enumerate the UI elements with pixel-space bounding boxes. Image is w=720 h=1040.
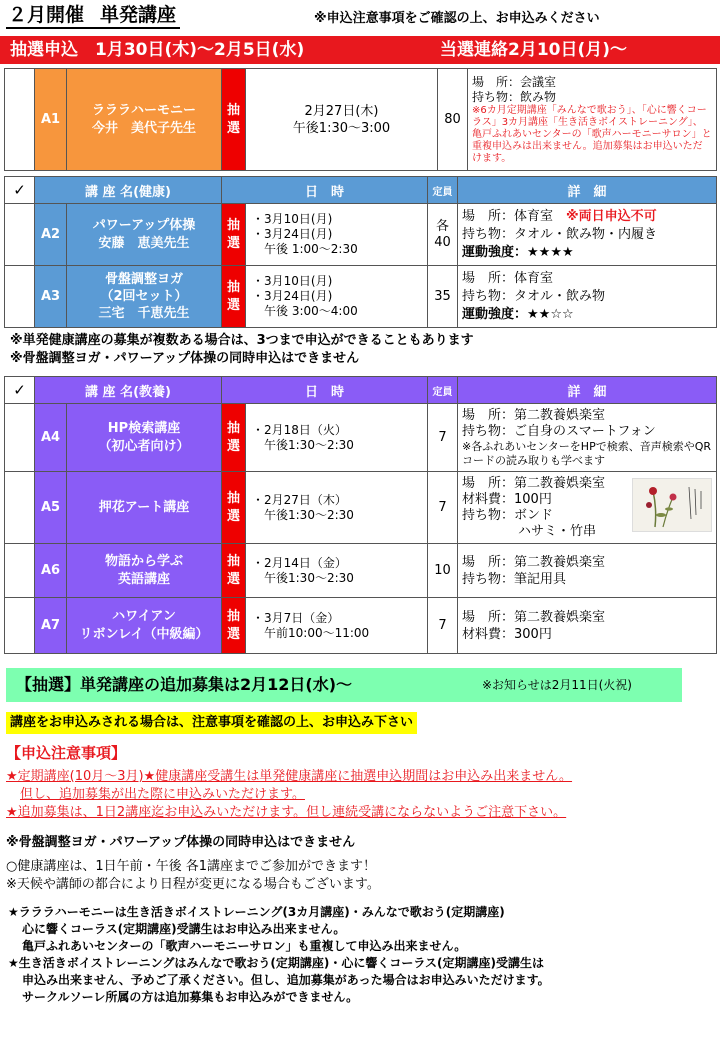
checkbox-a5[interactable] [5, 472, 35, 544]
course-datetime: ・3月7日（金） 午前10:00～11:00 [246, 598, 428, 654]
course-capacity: 7 [428, 472, 458, 544]
course-name: ラララハーモニー 今井 美代子先生 [67, 69, 222, 171]
course-row-a7 [5, 598, 717, 654]
course-name: 押花アート講座 [67, 472, 222, 544]
health-course-table [4, 176, 717, 328]
course-row-a6 [5, 544, 717, 598]
health-notes: ※単発健康講座の募集が複数ある場合は、3つまで申込ができることもあります ※骨盤調整ヨガ・パワーアップ体操の同時申込はできません [10, 333, 474, 366]
course-row-a1 [5, 69, 717, 171]
general-notes: ※骨盤調整ヨガ・パワーアップ体操の同時申込はできません ○健康講座は、1日午前・午後 各1講座までご参加ができます！ ※天候や講師の都合により日程が変更になる場合もございます。 [6, 835, 380, 892]
lottery-label: 抽 選 [222, 544, 246, 598]
lottery-period-bar [0, 36, 720, 64]
course-row-a4 [5, 404, 717, 472]
capacity-header: 定員 [428, 377, 458, 404]
additional-recruitment-banner: 【抽選】単発講座の追加募集は2月12日(水)～ ※お知らせは2月11日(火祝) [6, 668, 682, 702]
course-capacity: 80 [438, 69, 468, 171]
capacity-header: 定員 [428, 177, 458, 204]
attention-title: 【申込注意事項】 [6, 744, 127, 762]
pressed-flower-photo [632, 478, 712, 532]
course-detail: 場 所：会議室 持ち物：飲み物 ※6カ月定期講座「みんなで歌おう」、「心に響くコーラス」3カ月講座「生き活きボイストレーニング」、亀戸ふれあいセンターの「歌声ハーモニーサロン」と重複申込みは出来ません。追加募集はお申込いただけます。 [468, 69, 717, 171]
lottery-label: 抽 選 [222, 598, 246, 654]
course-code: A3 [35, 266, 67, 328]
detail-header: 詳 細 [458, 377, 717, 404]
course-capacity: 35 [428, 266, 458, 328]
application-reminder: 講座をお申込みされる場合は、注意事項を確認の上、お申込み下さい [6, 712, 417, 734]
checkbox-a4[interactable] [5, 404, 35, 472]
course-name: パワーアップ体操 安藤 恵美先生 [67, 204, 222, 266]
page-header [0, 0, 720, 30]
course-row-a2 [5, 204, 717, 266]
lottery-label: 抽 選 [222, 266, 246, 328]
course-detail: 場 所：体育室 持ち物：タオル・飲み物 運動強度：★★☆☆ [458, 266, 717, 328]
course-name: 物語から学ぶ 英語講座 [67, 544, 222, 598]
lottery-label: 抽 選 [222, 404, 246, 472]
name-header: 講 座 名(教養) [35, 377, 222, 404]
checkbox-a6[interactable] [5, 544, 35, 598]
attention-notes: ★定期講座(10月～3月)★健康講座受講生は単発健康講座に抽選申込期間はお申込み出来ません。 但し、追加募集が出た際に申込みいただけます。 ★追加募集は、1日2講座迄お申込みいただけます。但し連続受講にならないようご注意下さい。 [6, 769, 573, 820]
page-title: ２月開催 単発講座 [6, 4, 180, 29]
datetime-header: 日 時 [222, 377, 428, 404]
course-code: A4 [35, 404, 67, 472]
course-capacity: 7 [428, 404, 458, 472]
course-name: ハワイアン リボンレイ（中級編） [67, 598, 222, 654]
course-table-a1 [4, 68, 717, 171]
checkbox-a3[interactable] [5, 266, 35, 328]
course-datetime: 2月27日(木) 午後1:30～3:00 [246, 69, 438, 171]
restriction-notes: ★ラララハーモニーは生き活きボイストレーニング(3カ月講座)・みんなで歌おう(定期講座) 心に響くコーラス(定期講座)受講生はお申込み出来ません。 亀戸ふれあいセンターの「歌声ハーモニーサロン」も重複して申込み出来ません。 ★生き活きボイストレーニングはみんなで歌おう(定期講座)・心に響くコーラス(定期講座)受講生は 申込み出来ません、予めご了承ください。但し、追加募集があった場合はお申込みいただけます。 サークルソーレ所属の方は追加募集もお申込みができません。 [8, 905, 550, 1004]
course-datetime: ・3月10日(月) ・3月24日(月) 午後 3:00～4:00 [246, 266, 428, 328]
lottery-label: 抽 選 [222, 69, 246, 171]
course-datetime: ・3月10日(月) ・3月24日(月) 午後 1:00～2:30 [246, 204, 428, 266]
course-code: A2 [35, 204, 67, 266]
course-datetime: ・2月14日（金） 午後1:30～2:30 [246, 544, 428, 598]
course-datetime: ・2月27日（木） 午後1:30～2:30 [246, 472, 428, 544]
course-code: A1 [35, 69, 67, 171]
course-row-a5 [5, 472, 717, 544]
checkbox-a2[interactable] [5, 204, 35, 266]
name-header: 講 座 名(健康) [35, 177, 222, 204]
top-notice: ※申込注意事項をご確認の上、お申込みください [314, 11, 600, 26]
table-header [5, 377, 717, 404]
course-row-a3 [5, 266, 717, 328]
table-header [5, 177, 717, 204]
course-capacity: 10 [428, 544, 458, 598]
course-name: 骨盤調整ヨガ （2回セット） 三宅 千恵先生 [67, 266, 222, 328]
course-code: A5 [35, 472, 67, 544]
course-code: A6 [35, 544, 67, 598]
winner-notice-date: 当選連絡2月10日(月)～ [440, 40, 628, 60]
checkbox-a1[interactable] [5, 69, 35, 171]
check-header: ✓ [5, 177, 35, 204]
check-header: ✓ [5, 377, 35, 404]
course-detail: 場 所：体育室 ※両日申込不可 持ち物：タオル・飲み物・内履き 運動強度：★★★★ [458, 204, 717, 266]
checkbox-a7[interactable] [5, 598, 35, 654]
course-datetime: ・2月18日（火） 午後1:30～2:30 [246, 404, 428, 472]
course-capacity: 各 40 [428, 204, 458, 266]
course-detail: 場 所：第二教養娯楽室 材料費：100円 持ち物：ボンド ハサミ・竹串 [458, 472, 717, 544]
lottery-label: 抽 選 [222, 472, 246, 544]
course-detail: 場 所：第二教養娯楽室 材料費：300円 [458, 598, 717, 654]
course-capacity: 7 [428, 598, 458, 654]
course-code: A7 [35, 598, 67, 654]
culture-course-table [4, 376, 717, 654]
lottery-label: 抽 選 [222, 204, 246, 266]
lottery-period: 抽選申込 1月30日(木)～2月5日(水) [10, 40, 305, 60]
datetime-header: 日 時 [222, 177, 428, 204]
course-name: HP検索講座 （初心者向け） [67, 404, 222, 472]
course-detail: 場 所：第二教養娯楽室 持ち物：ご自身のスマートフォン ※各ふれあいセンターをHPで検索、音声検索やQRコードの読み取りも学べます [458, 404, 717, 472]
detail-header: 詳 細 [458, 177, 717, 204]
course-detail: 場 所：第二教養娯楽室 持ち物：筆記用具 [458, 544, 717, 598]
